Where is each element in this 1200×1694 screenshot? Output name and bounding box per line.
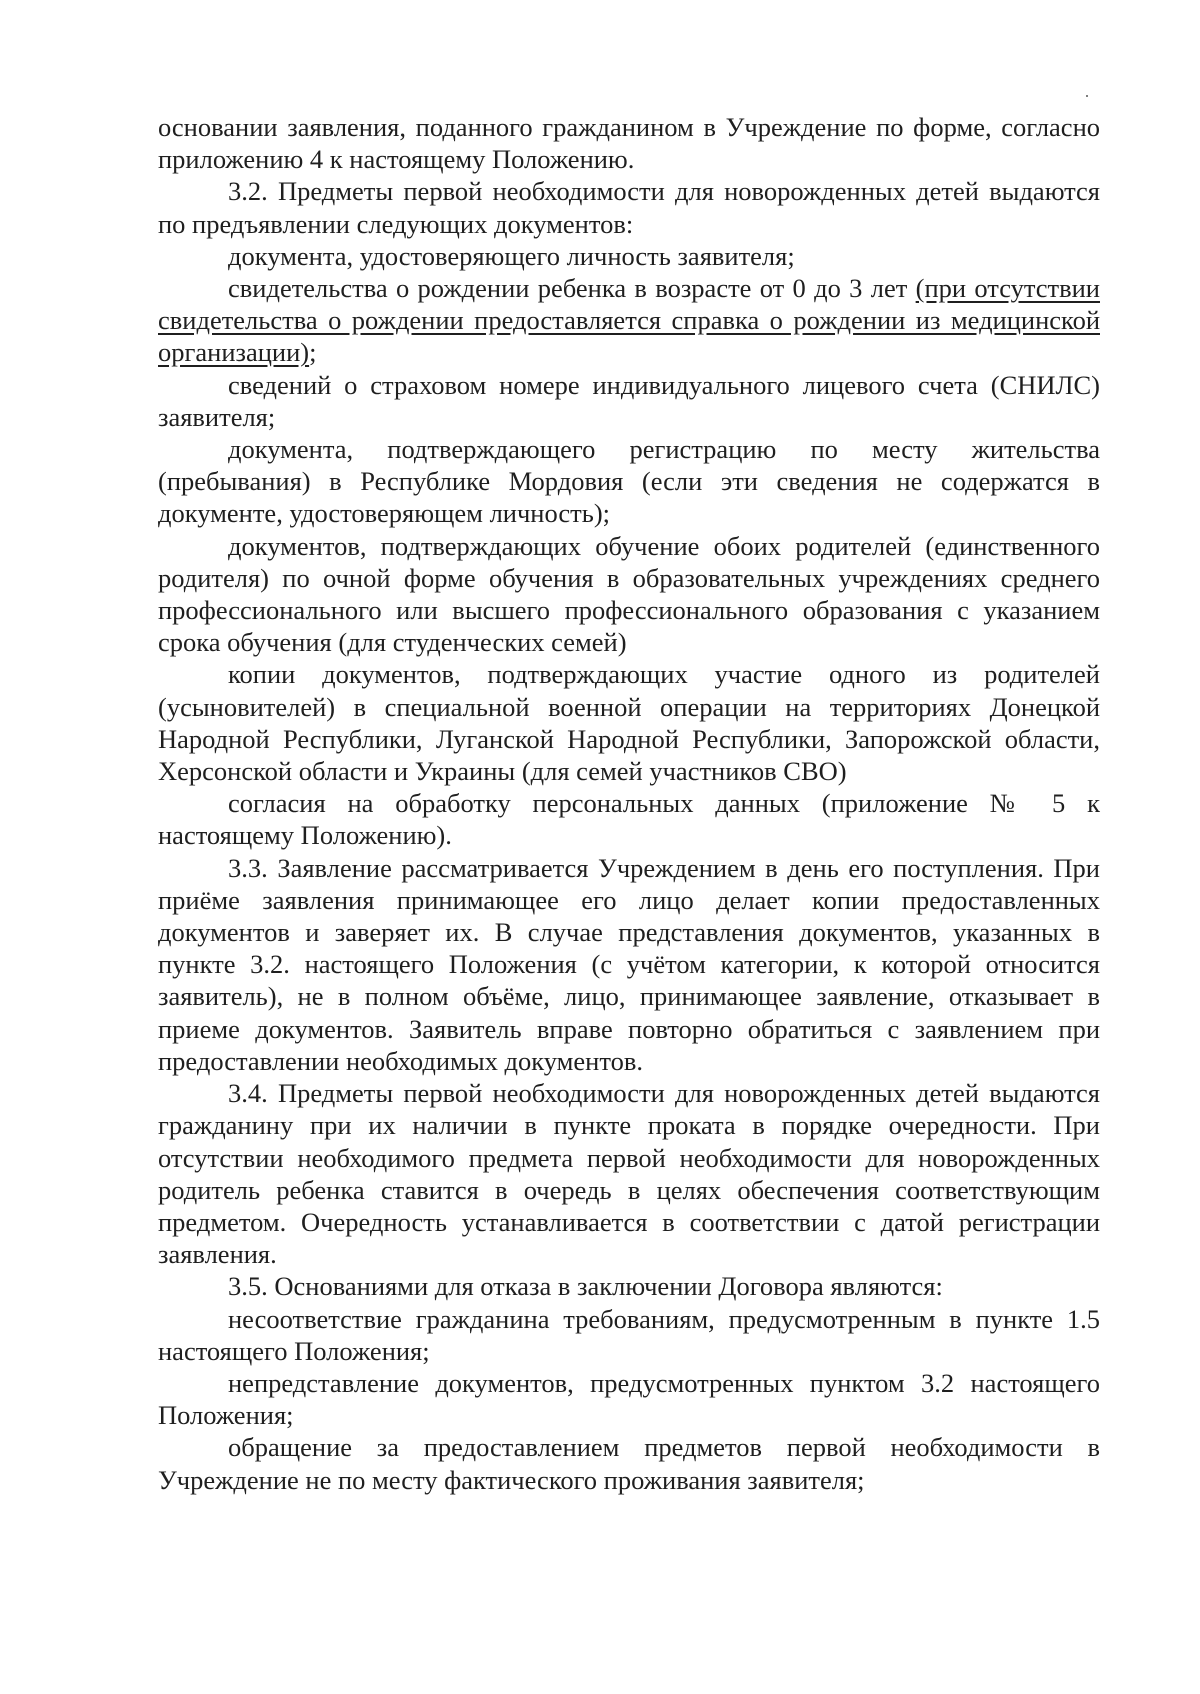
birth-certificate-underlined-note: (при отсутствии свидетельства о рождении предоставляется справка о рождении из медицинской организации) bbox=[158, 273, 1100, 368]
paragraph-3-4: 3.4. Предметы первой необходимости для новорожденных детей выдаются гражданину при их наличии в пункте проката в порядке очередности. При отсутствии необходимого предмета первой необходимости для новорожденных родитель ребенка ставится в очередь в целях обеспечения соответствующим предметом. Очередность устанавливается в соответствии с датой регистрации заявления. bbox=[158, 1078, 1100, 1270]
document-body bbox=[158, 111, 1100, 1496]
list-item-identity-document: документа, удостоверяющего личность заявителя; bbox=[228, 240, 795, 271]
paragraph-continuation: основании заявления, поданного гражданином в Учреждение по форме, согласно приложению 4 к настоящему Положению. bbox=[158, 112, 1100, 175]
list-item-birth-certificate bbox=[158, 272, 1100, 369]
birth-certificate-text: свидетельства о рождении ребенка в возрасте от 0 до 3 лет bbox=[228, 273, 916, 304]
list-item-svo-documents: копии документов, подтверждающих участие одного из родителей (усыновителей) в специальной военной операции на территориях Донецкой Народной Республики, Луганской Народной Республики, Запорожской области, Херсонской области и Украины (для семей участников СВО) bbox=[158, 659, 1100, 787]
list-item-registration: документа, подтверждающего регистрацию по месту жительства (пребывания) в Республике Мордовия (если эти сведения не содержатся в документе, удостоверяющем личность); bbox=[158, 434, 1100, 529]
list-item-personal-data-consent: согласия на обработку персональных данных (приложение № 5 к настоящему Положению). bbox=[158, 788, 1100, 851]
refusal-reason-residence: обращение за предоставлением предметов первой необходимости в Учреждение не по месту фактического проживания заявителя; bbox=[158, 1432, 1100, 1495]
refusal-reason-documents: непредставление документов, предусмотренных пунктом 3.2 настоящего Положения; bbox=[158, 1367, 1100, 1431]
refusal-reason-requirements: несоответствие гражданина требованиям, предусмотренным в пункте 1.5 настоящего Положения; bbox=[158, 1303, 1100, 1366]
birth-certificate-tail: ; bbox=[309, 337, 317, 368]
paragraph-3-2: 3.2. Предметы первой необходимости для новорожденных детей выдаются по предъявлении следующих документов: bbox=[158, 176, 1100, 239]
scan-speck bbox=[1086, 95, 1088, 97]
paragraph-3-5: 3.5. Основаниями для отказа в заключении Договора являются: bbox=[228, 1271, 943, 1302]
paragraph-3-3: 3.3. Заявление рассматривается Учреждением в день его поступления. При приёме заявления принимающее его лицо делает копии предоставленных документов и заверяет их. В случае представления документов, указанных в пункте 3.2. настоящего Положения (с учётом категории, к которой относится заявитель), не в полном объёме, лицо, принимающее заявление, отказывает в приеме документов. Заявитель вправе повторно обратиться с заявлением при предоставлении необходимых документов. bbox=[158, 852, 1100, 1076]
list-item-snils: сведений о страховом номере индивидуального лицевого счета (СНИЛС) заявителя; bbox=[158, 369, 1100, 432]
list-item-student-documents: документов, подтверждающих обучение обоих родителей (единственного родителя) по очной форме обучения в образовательных учреждениях среднего профессионального или высшего профессионального образования с указанием срока обучения (для студенческих семей) bbox=[158, 530, 1100, 658]
